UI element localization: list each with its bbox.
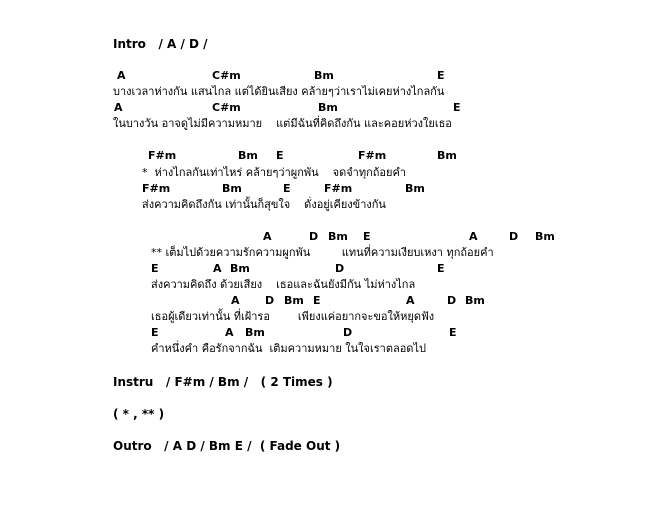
chord: Bm — [318, 101, 338, 114]
chord: E — [151, 326, 159, 339]
chord: D — [509, 230, 519, 243]
chord: F#m — [358, 149, 387, 162]
chord: Bm — [437, 149, 457, 162]
lyric-line: บางเวลาห่างกัน แสนไกล แต่ได้ยินเสียง คล้ายๆว่าเราไม่เคยห่างไกลกัน — [113, 85, 445, 98]
chord: F#m — [148, 149, 177, 162]
lyric-line: คำหนึ่งคำ คือรักจากฉัน เติมความหมาย ในใจเราตลอดไป — [151, 342, 426, 355]
chord: Bm — [465, 294, 485, 307]
chord: E — [276, 149, 284, 162]
chord: E — [437, 69, 445, 82]
chord: A — [469, 230, 478, 243]
chord: E — [363, 230, 371, 243]
instru-line: Instru / F#m / Bm / ( 2 Times ) — [113, 375, 333, 389]
lyric-line: เธอผู้เดียวเท่านั้น ที่เฝ้ารอ เพียงแค่อยากจะขอให้หยุดฟัง — [151, 310, 435, 323]
chord: A — [263, 230, 272, 243]
chord: D — [343, 326, 353, 339]
chord: A — [406, 294, 415, 307]
chord: F#m — [324, 182, 353, 195]
chord: C#m — [212, 69, 241, 82]
chord: Bm — [222, 182, 242, 195]
chord: D — [265, 294, 275, 307]
chord: Bm — [238, 149, 258, 162]
chord: E — [283, 182, 291, 195]
chord: C#m — [212, 101, 241, 114]
chord: E — [437, 262, 445, 275]
chord: A — [117, 69, 126, 82]
lyric-line: ส่งความคิดถึงกัน เท่านั้นก็สุขใจ ดั่งอยู่เคียงข้างกัน — [142, 198, 386, 211]
chord: D — [447, 294, 457, 307]
chord: E — [151, 262, 159, 275]
chord: Bm — [535, 230, 555, 243]
chord: D — [309, 230, 319, 243]
chord: E — [449, 326, 457, 339]
chord: Bm — [405, 182, 425, 195]
chord: A — [231, 294, 240, 307]
chord: A — [114, 101, 123, 114]
lyric-line: * ห่างไกลกันเท่าไหร่ คล้ายๆว่าผูกพัน จดจำทุกถ้อยคำ — [142, 166, 406, 179]
outro-line: Outro / A D / Bm E / ( Fade Out ) — [113, 439, 341, 453]
chord: E — [313, 294, 321, 307]
repeat-line: ( * , ** ) — [113, 407, 165, 421]
chord: F#m — [142, 182, 171, 195]
chord: Bm — [328, 230, 348, 243]
chord: E — [453, 101, 461, 114]
chord: D — [335, 262, 345, 275]
intro-line: Intro / A / D / — [113, 37, 208, 51]
chord: Bm — [314, 69, 334, 82]
chord: Bm — [284, 294, 304, 307]
chord: Bm — [230, 262, 250, 275]
lyric-line: ส่งความคิดถึง ด้วยเสียง เธอและฉันยังมีกัน ไม่ห่างไกล — [151, 278, 416, 291]
chord: A — [213, 262, 222, 275]
lyric-line: ในบางวัน อาจดูไม่มีความหมาย แต่มีฉันที่คิดถึงกัน และคอยห่วงใยเธอ — [113, 117, 452, 130]
lyric-line: ** เต็มไปด้วยความรักความผูกพัน แทนที่ความเงียบเหงา ทุกถ้อยคำ — [151, 246, 494, 259]
chord: A — [225, 326, 234, 339]
chord: Bm — [245, 326, 265, 339]
